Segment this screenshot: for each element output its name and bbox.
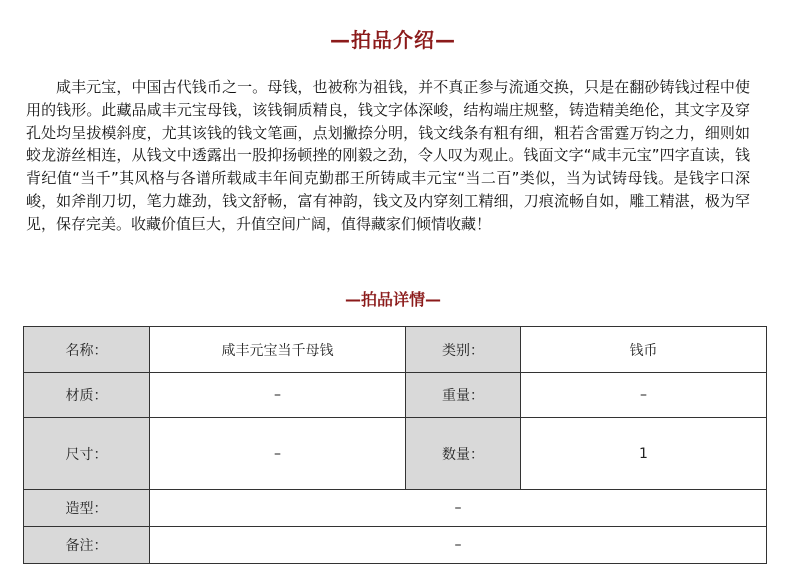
notes-label: 备注： <box>24 527 150 564</box>
table-row <box>24 418 767 490</box>
weight-label: 重量： <box>406 373 521 418</box>
size-label: 尺寸： <box>24 418 150 490</box>
weight-value: – <box>521 373 767 418</box>
intro-paragraph: 咸丰元宝，中国古代钱币之一。母钱，也被称为祖钱，并不真正参与流通交换，只是在翻砂铸钱过程中使用的钱形。此藏品咸丰元宝母钱，该钱铜质精良，钱文字体深峻，结构端庄规整，铸造精美绝伦，其文字及穿孔处均呈拔模斜度，尤其该钱的钱文笔画，点划撇捺分明，钱文线条有粗有细，粗若含雷霆万钧之力，细则如蛟龙游丝相连，从钱文中透露出一股抑扬顿挫的刚毅之劲，令人叹为观止。钱面文字“咸丰元宝”四字直读，钱背纪值“当千”其风格与各谱所载咸丰年间克勤郡王所铸咸丰元宝“当二百”类似，当为试铸母钱。是钱字口深峻，如斧削刀切，笔力雄劲，钱文舒畅，富有神韵，钱文及内穿刻工精细，刀痕流畅自如，雕工精湛，极为罕见，保存完美。收藏价值巨大，升值空间广阔，值得藏家们倾情收藏！ <box>26 78 750 233</box>
table-row <box>24 490 767 527</box>
table-row <box>24 373 767 418</box>
material-label: 材质： <box>24 373 150 418</box>
quantity-value: 1 <box>521 418 767 490</box>
section-title-intro: —拍品介绍— <box>330 28 456 52</box>
section-title-details: —拍品详情— <box>344 290 441 309</box>
quantity-label: 数量： <box>406 418 521 490</box>
shape-value: – <box>150 490 767 527</box>
notes-value: – <box>150 527 767 564</box>
table-row <box>24 327 767 373</box>
table-row <box>24 527 767 564</box>
size-value: – <box>150 418 406 490</box>
name-label: 名称： <box>24 327 150 373</box>
material-value: – <box>150 373 406 418</box>
details-table <box>23 326 767 564</box>
category-value: 钱币 <box>521 327 767 373</box>
category-label: 类别： <box>406 327 521 373</box>
shape-label: 造型： <box>24 490 150 527</box>
name-value: 咸丰元宝当千母钱 <box>150 327 406 373</box>
